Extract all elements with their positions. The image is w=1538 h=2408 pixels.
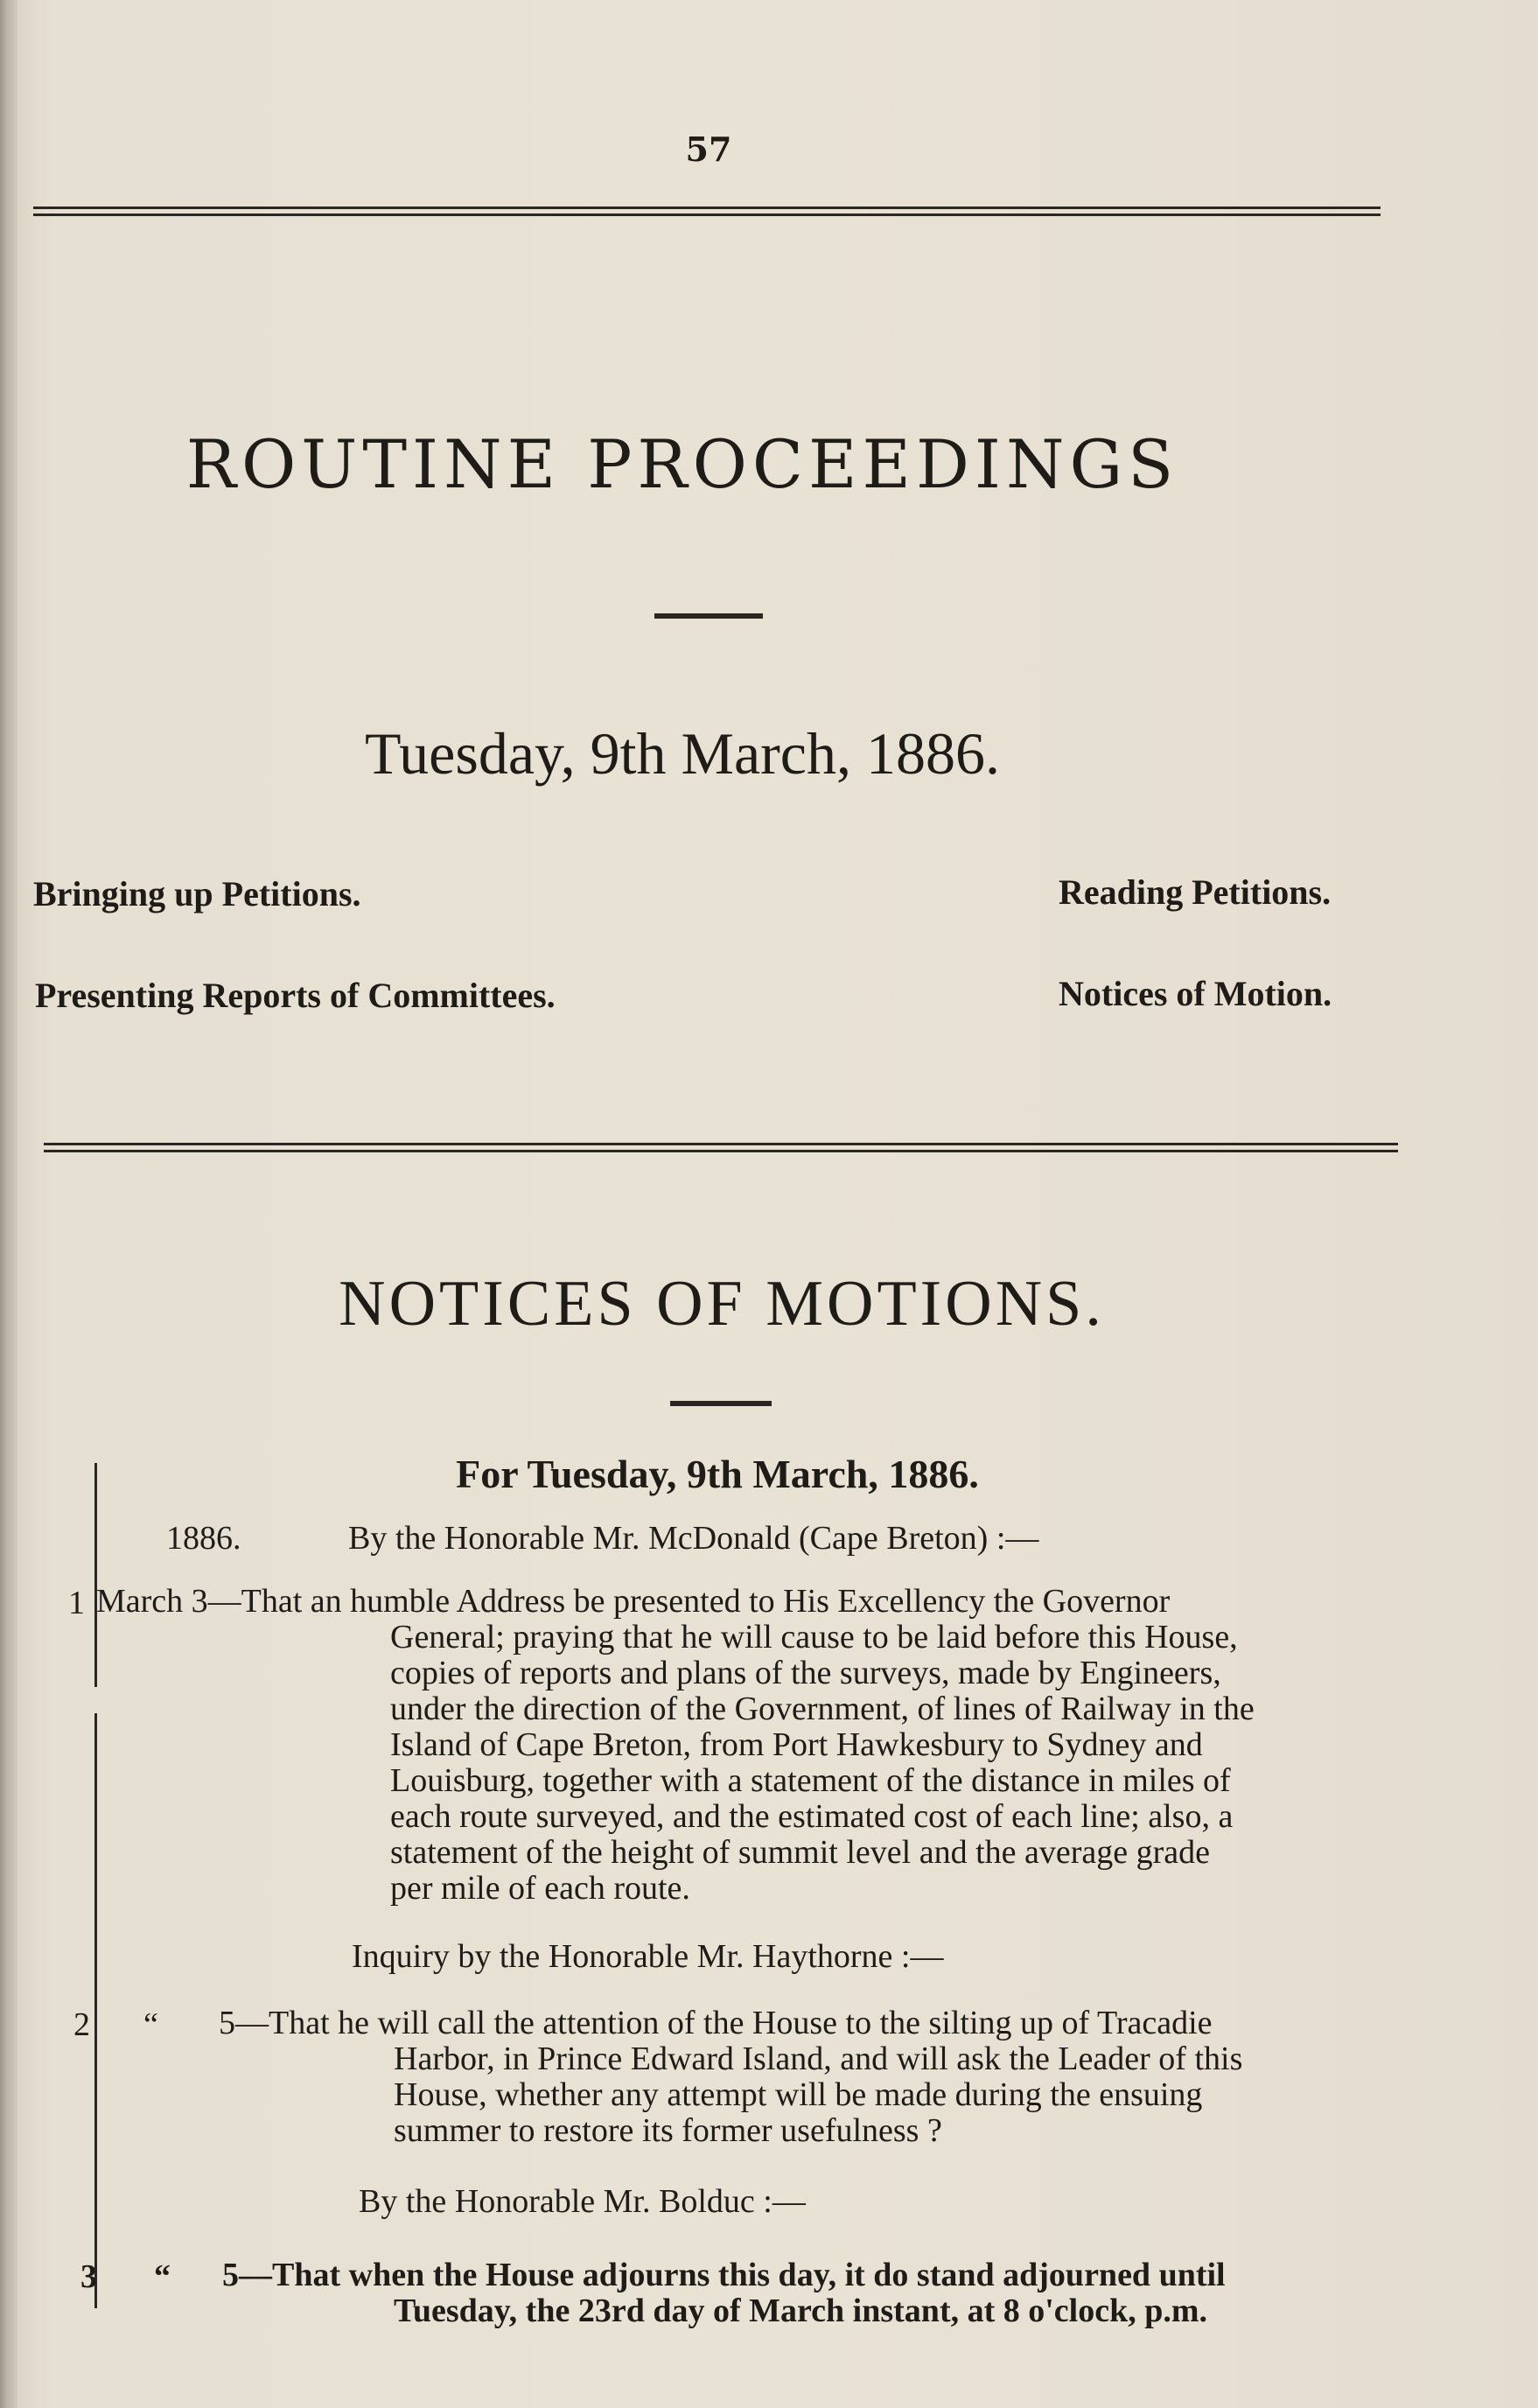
- motion-1-body: [390, 1620, 1255, 1907]
- margin-bar: [94, 1713, 97, 2308]
- motion-line: Island of Cape Breton, from Port Hawkesbury to Sydney and: [390, 1726, 1203, 1763]
- motion-3-first-line: 5—That when the House adjourns this day, it do stand adjourned until: [222, 2257, 1226, 2293]
- motion-number: 2: [73, 2006, 90, 2043]
- motion-2-first-line: 5—That he will call the attention of the House to the silting up of Tracadie: [219, 2005, 1213, 2041]
- title-underline: [654, 613, 763, 619]
- year-label: 1886.: [166, 1520, 241, 1557]
- motion-line: Harbor, in Prince Edward Island, and will ask the Leader of this: [394, 2040, 1243, 2077]
- motion-line: Tuesday, the 23rd day of March instant, at 8 o'clock, p.m.: [394, 2292, 1208, 2329]
- ditto-mark: “: [143, 2006, 158, 2043]
- top-double-rule: [33, 206, 1381, 216]
- motion-line: each route surveyed, and the estimated cost of each line; also, a: [390, 1798, 1234, 1835]
- motion-line: per mile of each route.: [390, 1870, 690, 1907]
- page-number: 57: [685, 130, 732, 169]
- middle-double-rule: [44, 1143, 1398, 1152]
- mover-bolduc: By the Honorable Mr. Bolduc :—: [359, 2183, 806, 2220]
- motion-line: copies of reports and plans of the surveys, made by Engineers,: [390, 1655, 1221, 1691]
- day-heading: For Tuesday, 9th March, 1886.: [456, 1452, 979, 1496]
- motion-1-first-line: March 3—That an humble Address be presented to His Excellency the Governor: [96, 1583, 1171, 1620]
- motion-3-body: [394, 2293, 1207, 2329]
- motion-2-body: [394, 2041, 1242, 2149]
- motion-line: statement of the height of summit level and the average grade: [390, 1834, 1210, 1871]
- motion-line: House, whether any attempt will be made during the ensuing: [394, 2076, 1203, 2113]
- routine-proceedings-title: ROUTINE PROCEEDINGS: [185, 425, 1179, 503]
- sitting-date: Tuesday, 9th March, 1886.: [365, 720, 1000, 787]
- ditto-mark: “: [154, 2258, 171, 2295]
- book-spine-shadow: [0, 0, 17, 2408]
- motion-line: under the direction of the Government, of lines of Railway in the: [390, 1690, 1255, 1727]
- motion-line: General; praying that he will cause to be laid before this House,: [390, 1619, 1238, 1656]
- mover-mcdonald: By the Honorable Mr. McDonald (Cape Breton) :—: [348, 1520, 1039, 1557]
- notices-underline: [670, 1401, 772, 1406]
- motion-number: 1: [68, 1585, 85, 1621]
- motion-number: 3: [80, 2258, 97, 2295]
- routine-item-reading-petitions: Reading Petitions.: [1059, 872, 1332, 912]
- routine-item-presenting-reports: Presenting Reports of Committees.: [35, 976, 556, 1015]
- margin-bar: [94, 1463, 97, 1687]
- routine-item-bringing-petitions: Bringing up Petitions.: [33, 874, 361, 914]
- inquiry-haythorne: Inquiry by the Honorable Mr. Haythorne :—: [352, 1938, 944, 1975]
- routine-item-notices-of-motion: Notices of Motion.: [1059, 974, 1332, 1013]
- motion-line: Louisburg, together with a statement of the distance in miles of: [390, 1762, 1231, 1799]
- motion-line: summer to restore its former usefulness ?: [394, 2112, 942, 2149]
- notices-of-motions-title: NOTICES OF MOTIONS.: [339, 1268, 1105, 1340]
